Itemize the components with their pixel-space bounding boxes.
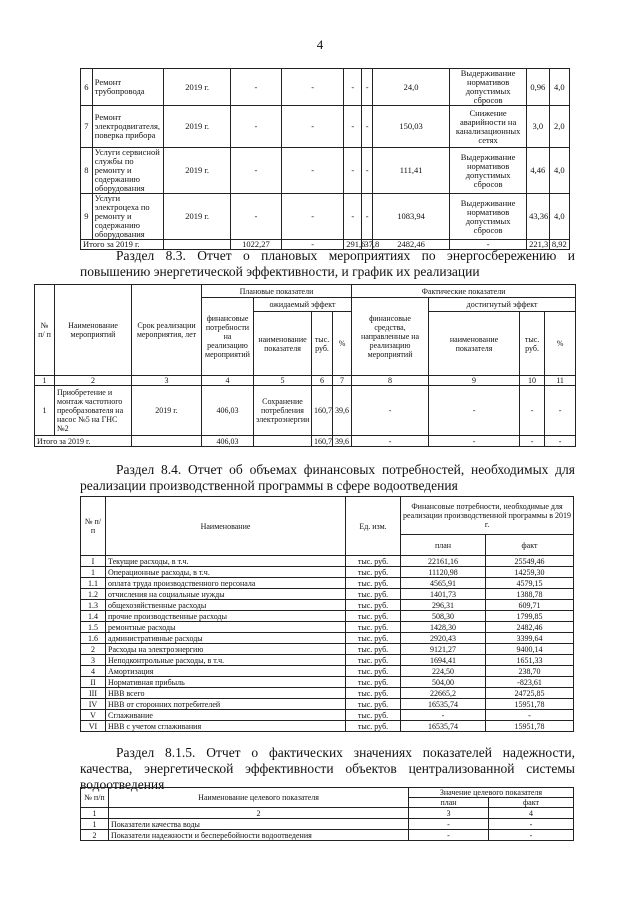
table-row: IV НВВ от сторонних потребителей тыс. руб. 16535,74 15951,78 [81, 699, 574, 710]
table-row: 1 Показатели качества воды - - [81, 819, 574, 830]
table-row: 2 Расходы на электроэнергию тыс. руб. 9121,27 9400,14 [81, 644, 574, 655]
page-number: 4 [316, 37, 324, 52]
table-row: V Сглаживание тыс. руб. - - [81, 710, 574, 721]
table-row: 1 Приобретение и монтаж частотного преобразователя на насос №5 на ГНС №2 2019 г. 406,03 Сохранение потребления электроэнергии 160,7 39,6 - - - - [35, 386, 576, 436]
financial-needs-table: № п/п Наименование Ед. изм. Финансовые потребности, необходимые для реализации производственной программы в 2019 г. план факт I Текущие расходы, в т.ч. тыс. руб. 22161,16 25549,46 1 Операционные расходы, в т.ч. тыс. руб. 11120,98 14259,30 1.1 оплата труда производственного персонала тыс. руб. 4565,91 4579,15 1.2 отчисления на социальные нужды тыс. руб. 1401,73 1388,78 1.3 общехозяйственные расходы тыс. руб. 296,31 609,71 1.4 прочие производственные расходы тыс. руб. 508,30 1799,85 1.5 ремонтные расходы тыс. руб. 1428,30 2482,46 1.6 административные расходы тыс. руб. 2920,43 3399,64 2 Расходы на электроэнергию тыс. руб. 9121,27 9400,14 3 Неподконтрольные расходы, в т.ч. тыс. руб. 1694,41 1651,33 4 Амортизация тыс. руб. 224,50 238,70 II Нормативная прибыль тыс. руб. 504,00 -823,61 III НВВ всего тыс. руб. 22665,2 24725,85 IV НВВ от сторонних потребителей тыс. руб. 16535,74 15951,78 V Сглаживание тыс. руб. - - VI НВВ с учетом сглаживания тыс. руб. 16535,74 15951,78 [80, 496, 574, 732]
table-row: 6 Ремонт трубопровода 2019 г. - - - - 24,0 Выдерживание нормативов допустимых сбросов 0,96 4,0 [81, 69, 570, 106]
table-row: 8 Услуги сервисной службы по ремонту и содержанию оборудования 2019 г. - - - - 111,41 Выдерживание нормативов допустимых сбросов 4,46 4,0 [81, 148, 570, 194]
energy-saving-table: № п/ п Наименование мероприятий Срок реализации мероприятия, лет Плановые показатели Фактические показатели финансовые потребности на реализацию мероприятий ожидаемый эффект финансовые средства, направленные на реализацию мероприятий достигнутый эффект наименование показателя тыс. руб. % наименование показателя тыс. руб. % 1 2 3 4 5 6 7 8 9 10 11 1 Приобретение и монтаж частотного преобразователя на насос №5 на ГНС №2 2019 г. 406,03 Сохранение потребления электроэнергии 160,7 39,6 - - - - Итого за 2019 г. 406,03 160,7 39,6 - - - - [34, 284, 576, 447]
table-row: 1.6 административные расходы тыс. руб. 2920,43 3399,64 [81, 633, 574, 644]
table-row: 1 Операционные расходы, в т.ч. тыс. руб. 11120,98 14259,30 [81, 567, 574, 578]
table-row: I Текущие расходы, в т.ч. тыс. руб. 22161,16 25549,46 [81, 556, 574, 567]
column-numbers-row: 1 2 3 4 5 6 7 8 9 10 11 [35, 376, 576, 386]
section-8-3-heading: Раздел 8.3. Отчет о плановых мероприятиях по энергосбережению и повышению энергетической эффективности, и график их реализации [80, 248, 575, 279]
table-row: 1.3 общехозяйственные расходы тыс. руб. 296,31 609,71 [81, 600, 574, 611]
reliability-indicators-table: № п/п Наименование целевого показателя Значение целевого показателя план факт 1 2 3 4 1 Показатели качества воды - - 2 Показатели надежности и бесперебойности водоотведения - - [80, 787, 574, 841]
column-numbers-row: 1 2 3 4 [81, 808, 574, 819]
table-row: 4 Амортизация тыс. руб. 224,50 238,70 [81, 666, 574, 677]
section-8-4-heading: Раздел 8.4. Отчет об объемах финансовых потребностей, необходимых для реализации производственной программы в сфере водоотведения [80, 462, 575, 493]
financial-needs-body [81, 556, 574, 732]
table-row: 1.2 отчисления на социальные нужды тыс. руб. 1401,73 1388,78 [81, 589, 574, 600]
table-total-row: Итого за 2019 г. 406,03 160,7 39,6 - - - - [35, 436, 576, 447]
table-row: 1.5 ремонтные расходы тыс. руб. 1428,30 2482,46 [81, 622, 574, 633]
table-row: 9 Услуги электроцеха по ремонту и содержанию оборудования 2019 г. - - - - 1083,94 Выдерживание нормативов допустимых сбросов 43,36 4,0 [81, 194, 570, 240]
section-8-1-5-heading: Раздел 8.1.5. Отчет о фактических значениях показателей надежности, качества, энергетической эффективности объектов централизованной системы водоотведения [80, 745, 575, 792]
table-row: III НВВ всего тыс. руб. 22665,2 24725,85 [81, 688, 574, 699]
table-row: 1.1 оплата труда производственного персонала тыс. руб. 4565,91 4579,15 [81, 578, 574, 589]
table-row: VI НВВ с учетом сглаживания тыс. руб. 16535,74 15951,78 [81, 721, 574, 732]
table-row: 1.4 прочие производственные расходы тыс. руб. 508,30 1799,85 [81, 611, 574, 622]
table-total-row: Итого за 2019 г. 1022,27 - 291,6 37,8 2482,46 - 221,3 8,92 [81, 240, 570, 250]
table-row: II Нормативная прибыль тыс. руб. 504,00 -823,61 [81, 677, 574, 688]
table-row: 3 Неподконтрольные расходы, в т.ч. тыс. руб. 1694,41 1651,33 [81, 655, 574, 666]
table-row: 7 Ремонт электродвигателя, поверка прибора 2019 г. - - - - 150,03 Снижение аварийности на канализационных сетях 3,0 2,0 [81, 106, 570, 148]
measures-continuation-table [80, 68, 570, 250]
table-row: 2 Показатели надежности и бесперебойности водоотведения - - [81, 830, 574, 841]
